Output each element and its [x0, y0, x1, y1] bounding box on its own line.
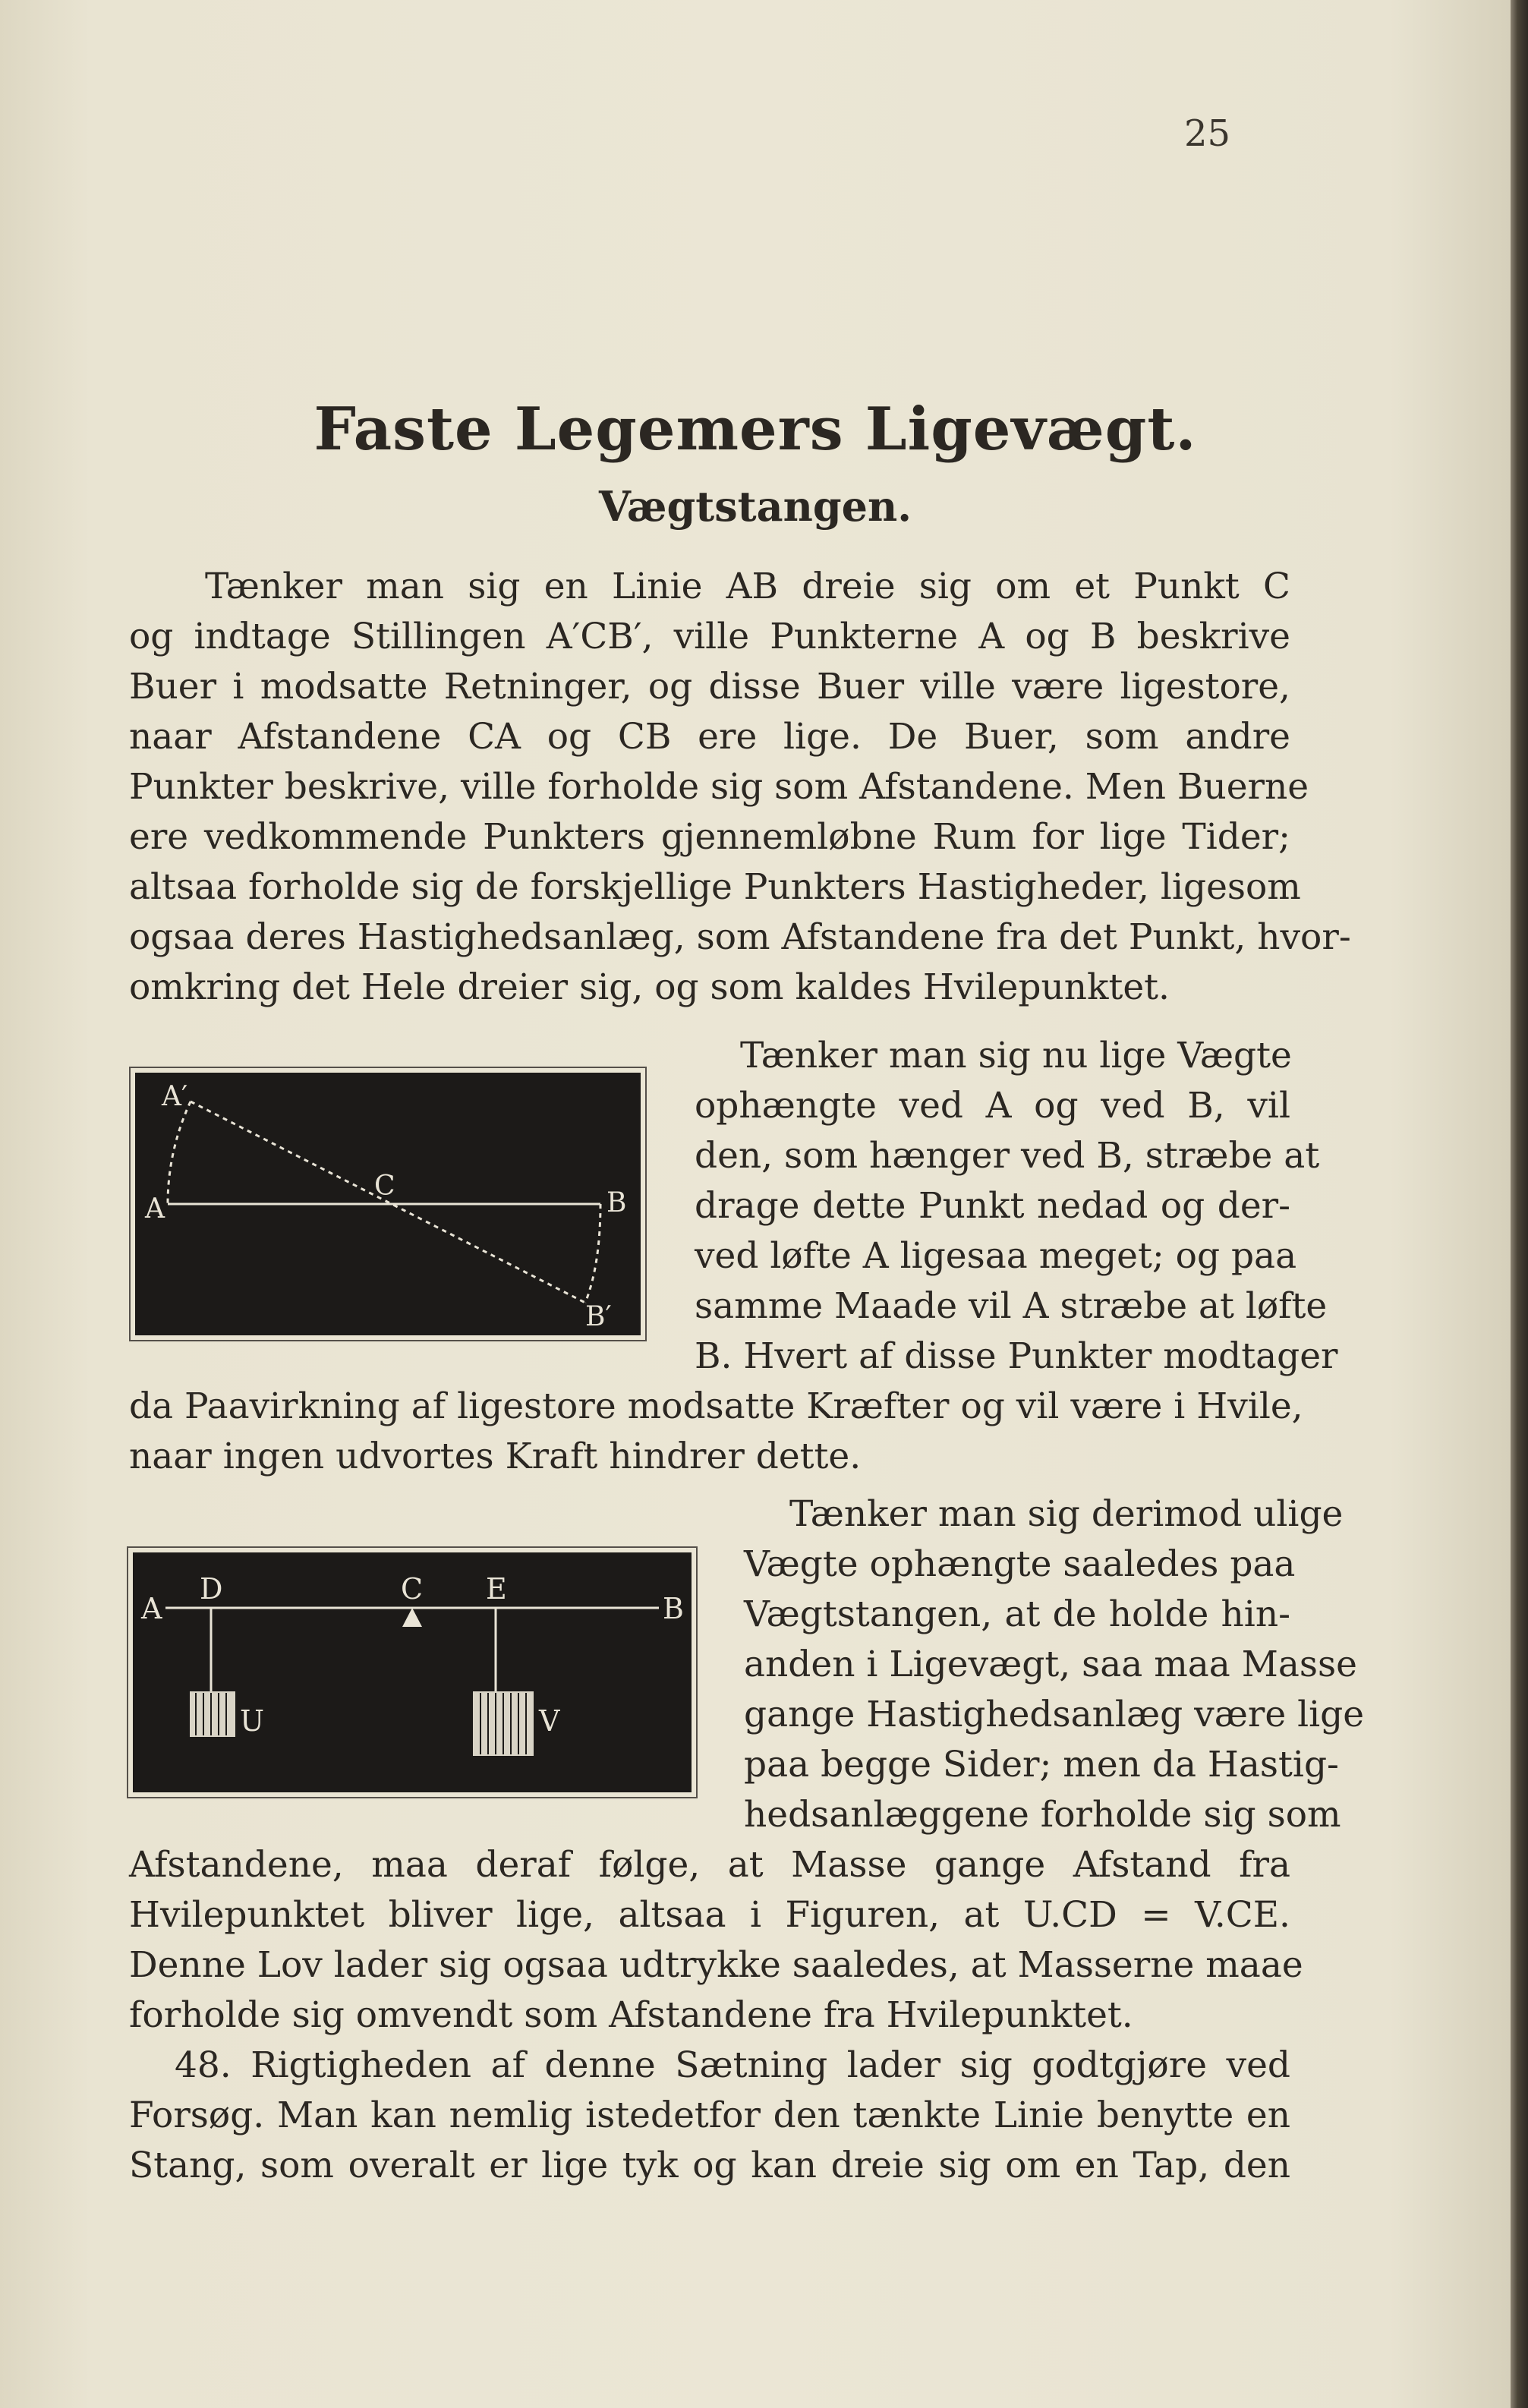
- figure-unequal-weights-drawing: [135, 1555, 689, 1790]
- text-line: ogsaa deres Hastighedsanlæg, som Afstandene fra det Punkt, hvor-: [129, 916, 1351, 958]
- label-a: A: [145, 1193, 165, 1224]
- section-title: Faste Legemers Ligevægt.: [313, 395, 1197, 464]
- text-line: da Paavirkning af ligestore modsatte Kræfter og vil være i Hvile,: [129, 1385, 1303, 1427]
- text-line: naar ingen udvortes Kraft hindrer dette.: [129, 1436, 862, 1477]
- paragraph-unequal-weights-full: [129, 1840, 1303, 2041]
- show-through-text: [114, 114, 1298, 165]
- label-b: B: [606, 1187, 627, 1218]
- text-line: Vægtstangen, at de holde hin-: [744, 1593, 1290, 1635]
- label-u: U: [240, 1704, 265, 1738]
- text-line: Tænker man sig nu lige Vægte: [740, 1035, 1292, 1076]
- paragraph-47: [129, 562, 1351, 1013]
- text-line: paa begge Sider; men da Hastig-: [744, 1744, 1339, 1786]
- label-b: B: [663, 1592, 684, 1625]
- label-v: V: [539, 1704, 560, 1738]
- text-line: Tænker man sig derimod ulige: [789, 1493, 1344, 1535]
- paragraph-unequal-weights-side: [744, 1489, 1365, 1840]
- paragraph-equal-weights-full: [129, 1382, 1303, 1482]
- label-e: E: [486, 1572, 507, 1606]
- text-line: ved løfte A ligesaa meget; og paa: [695, 1235, 1297, 1277]
- label-c: C: [374, 1171, 395, 1202]
- label-a-prime: A′: [162, 1081, 188, 1112]
- text-line: Vægte ophængte saaledes paa: [744, 1543, 1296, 1585]
- text-line: hedsanlæggene forholde sig som: [744, 1794, 1341, 1836]
- label-b-prime: B′: [585, 1301, 612, 1332]
- text-line: B. Hvert af disse Punkter modtager: [695, 1335, 1338, 1377]
- text-line: samme Maade vil A stræbe at løfte: [695, 1285, 1328, 1327]
- text-line: ophængte ved A og ved B, vil: [695, 1085, 1290, 1127]
- text-line: naar Afstandene CA og CB ere lige. De Buer, som andre: [129, 716, 1290, 758]
- text-line: omkring det Hele dreier sig, og som kaldes Hvilepunktet.: [129, 966, 1170, 1008]
- text-line: Hvilepunktet bliver lige, altsaa i Figuren, at U.CD = V.CE.: [129, 1894, 1290, 1936]
- text-line: Afstandene, maa deraf følge, at Masse gange Afstand fra: [129, 1844, 1290, 1886]
- page-number: 25: [1184, 112, 1231, 155]
- text-line: altsaa forholde sig de forskjellige Punkters Hastigheder, ligesom: [129, 866, 1301, 908]
- text-line: Tænker man sig en Linie AB dreie sig om et Punkt C: [205, 566, 1290, 607]
- paragraph-equal-weights-side: [695, 1031, 1338, 1382]
- text-line: anden i Ligevægt, saa maa Masse: [744, 1644, 1357, 1685]
- text-line: Stang, som overalt er lige tyk og kan dreie sig om en Tap, den: [129, 2145, 1290, 2186]
- text-line: ere vedkommende Punkters gjennemløbne Rum for lige Tider;: [129, 816, 1290, 858]
- text-line: drage dette Punkt nedad og der-: [695, 1185, 1290, 1227]
- text-line: 48. Rigtigheden af denne Sætning lader sig godtgjøre ved: [175, 2044, 1290, 2086]
- figure-lever-rotation: [135, 1073, 641, 1335]
- figure-unequal-weights: [133, 1552, 692, 1792]
- text-line: den, som hænger ved B, stræbe at: [695, 1135, 1320, 1177]
- text-line: Buer i modsatte Retninger, og disse Buer ville være ligestore,: [129, 666, 1290, 708]
- text-line: og indtage Stillingen A′CB′, ville Punkterne A og B beskrive: [129, 616, 1290, 657]
- label-d: D: [200, 1572, 223, 1606]
- figure-lever-rotation-drawing: [137, 1075, 638, 1333]
- section-subtitle: Vægtstangen.: [598, 482, 912, 531]
- text-line: Denne Lov lader sig ogsaa udtrykke saaledes, at Masserne maae: [129, 1944, 1303, 1986]
- text-line: forholde sig omvendt som Afstandene fra Hvilepunktet.: [129, 1994, 1133, 2036]
- text-line: Punkter beskrive, ville forholde sig som Afstandene. Men Buerne: [129, 766, 1309, 808]
- text-line: gange Hastighedsanlæg være lige: [744, 1694, 1365, 1735]
- label-a: A: [141, 1592, 162, 1625]
- text-line: Forsøg. Man kan nemlig istedetfor den tænkte Linie benytte en: [129, 2094, 1290, 2136]
- book-spine-edge: [1511, 0, 1528, 2408]
- label-c: C: [401, 1572, 424, 1606]
- paragraph-48: [129, 2041, 1290, 2191]
